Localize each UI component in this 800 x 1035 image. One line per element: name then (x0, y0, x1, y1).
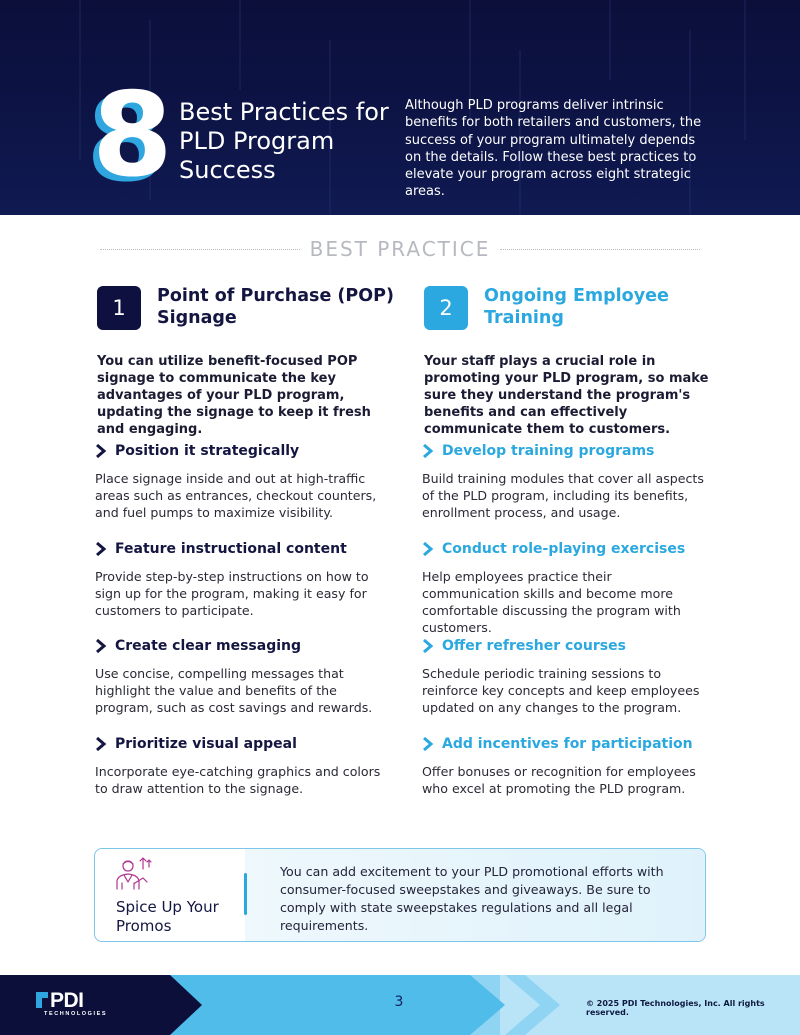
tip-item (95, 636, 395, 716)
practice-lead: Your staff plays a crucial role in promoting your PLD program, so make sure they understand the program's benefits and can effectively communicate them to customers. (424, 354, 709, 437)
hero-banner (0, 0, 800, 215)
tip-body: Offer bonuses or recognition for employees who excel at promoting the PLD program. (422, 764, 696, 796)
tip-item (95, 441, 395, 521)
tip-heading: Conduct role-playing exercises (442, 541, 686, 557)
page-title: Best Practices for PLD Program Success (179, 98, 389, 184)
callout-accent-bar (244, 873, 247, 915)
tip-heading: Develop training programs (442, 443, 655, 459)
tip-body: Use concise, compelling messages that highlight the value and benefits of the program, such as cost savings and rewards. (95, 666, 373, 715)
tip-heading: Prioritize visual appeal (115, 736, 297, 752)
practice-lead: You can utilize benefit-focused POP signage to communicate the key advantages of your PLD program, updating the signage to keep it fresh and engaging. (97, 354, 371, 437)
chevron-right-icon (95, 737, 107, 751)
tip-heading: Feature instructional content (115, 541, 347, 557)
chevron-right-icon (95, 542, 107, 556)
page-number: 3 (394, 994, 404, 1010)
tip-body: Build training modules that cover all aspects of the PLD program, including its benefits, enrollment process, and usage. (422, 471, 704, 520)
tip-body: Place signage inside and out at high-traffic areas such as entrances, checkout counters, and fuel pumps to maximize visibility. (95, 471, 377, 520)
tip-body: Incorporate eye-catching graphics and colors to draw attention to the signage. (95, 764, 381, 796)
tip-heading: Create clear messaging (115, 638, 302, 654)
logo-word: PDI (50, 989, 84, 1012)
tip-body: Help employees practice their communication skills and become more comfortable discussing the program with customers. (422, 569, 681, 635)
practice-number-badge: 1 (97, 286, 141, 330)
tip-heading: Position it strategically (115, 443, 300, 459)
callout-title: Spice Up Your Promos (116, 898, 219, 935)
section-divider (100, 237, 700, 263)
chevron-right-icon (422, 639, 434, 653)
tip-item (95, 539, 395, 619)
divider-line-right (500, 249, 700, 250)
promo-callout (94, 848, 706, 942)
hero-intro-text: Although PLD programs deliver intrinsic benefits for both retailers and customers, the success of your program ultimately depends on the details. Follow these best practices to elevate your program across eight strategic areas. (405, 98, 702, 200)
callout-text: You can add excitement to your PLD promotional efforts with consumer-focused sweepstakes and giveaways. Be sure to comply with state sweepstakes regulations and all legal requirements. (280, 864, 664, 933)
logo-subtitle: TECHNOLOGIES (44, 1011, 108, 1017)
tip-body: Provide step-by-step instructions on how to sign up for the program, making it easy for customers to participate. (95, 569, 369, 618)
practice-title: Ongoing Employee Training (484, 286, 669, 328)
tip-item (422, 441, 722, 521)
tip-heading: Offer refresher courses (442, 638, 626, 654)
section-label: BEST PRACTICE (309, 237, 491, 261)
logo-mark-icon (36, 992, 50, 1008)
chevron-right-icon (422, 444, 434, 458)
practice-title: Point of Purchase (POP) Signage (157, 286, 394, 328)
copyright-text: © 2025 PDI Technologies, Inc. All rights reserved. (586, 999, 765, 1017)
person-growth-icon (113, 855, 155, 895)
chevron-right-icon (95, 444, 107, 458)
hero-big-number: 8 (92, 68, 171, 203)
tip-heading: Add incentives for participation (442, 736, 693, 752)
pdi-logo (36, 991, 106, 1021)
tip-item (422, 734, 722, 797)
chevron-right-icon (95, 639, 107, 653)
tip-item (422, 539, 722, 636)
tip-item (95, 734, 395, 797)
practice-number-badge: 2 (424, 286, 468, 330)
chevron-right-icon (422, 737, 434, 751)
tip-body: Schedule periodic training sessions to reinforce key concepts and keep employees updated on any changes to the program. (422, 666, 700, 715)
tip-item (422, 636, 722, 716)
chevron-right-icon (422, 542, 434, 556)
